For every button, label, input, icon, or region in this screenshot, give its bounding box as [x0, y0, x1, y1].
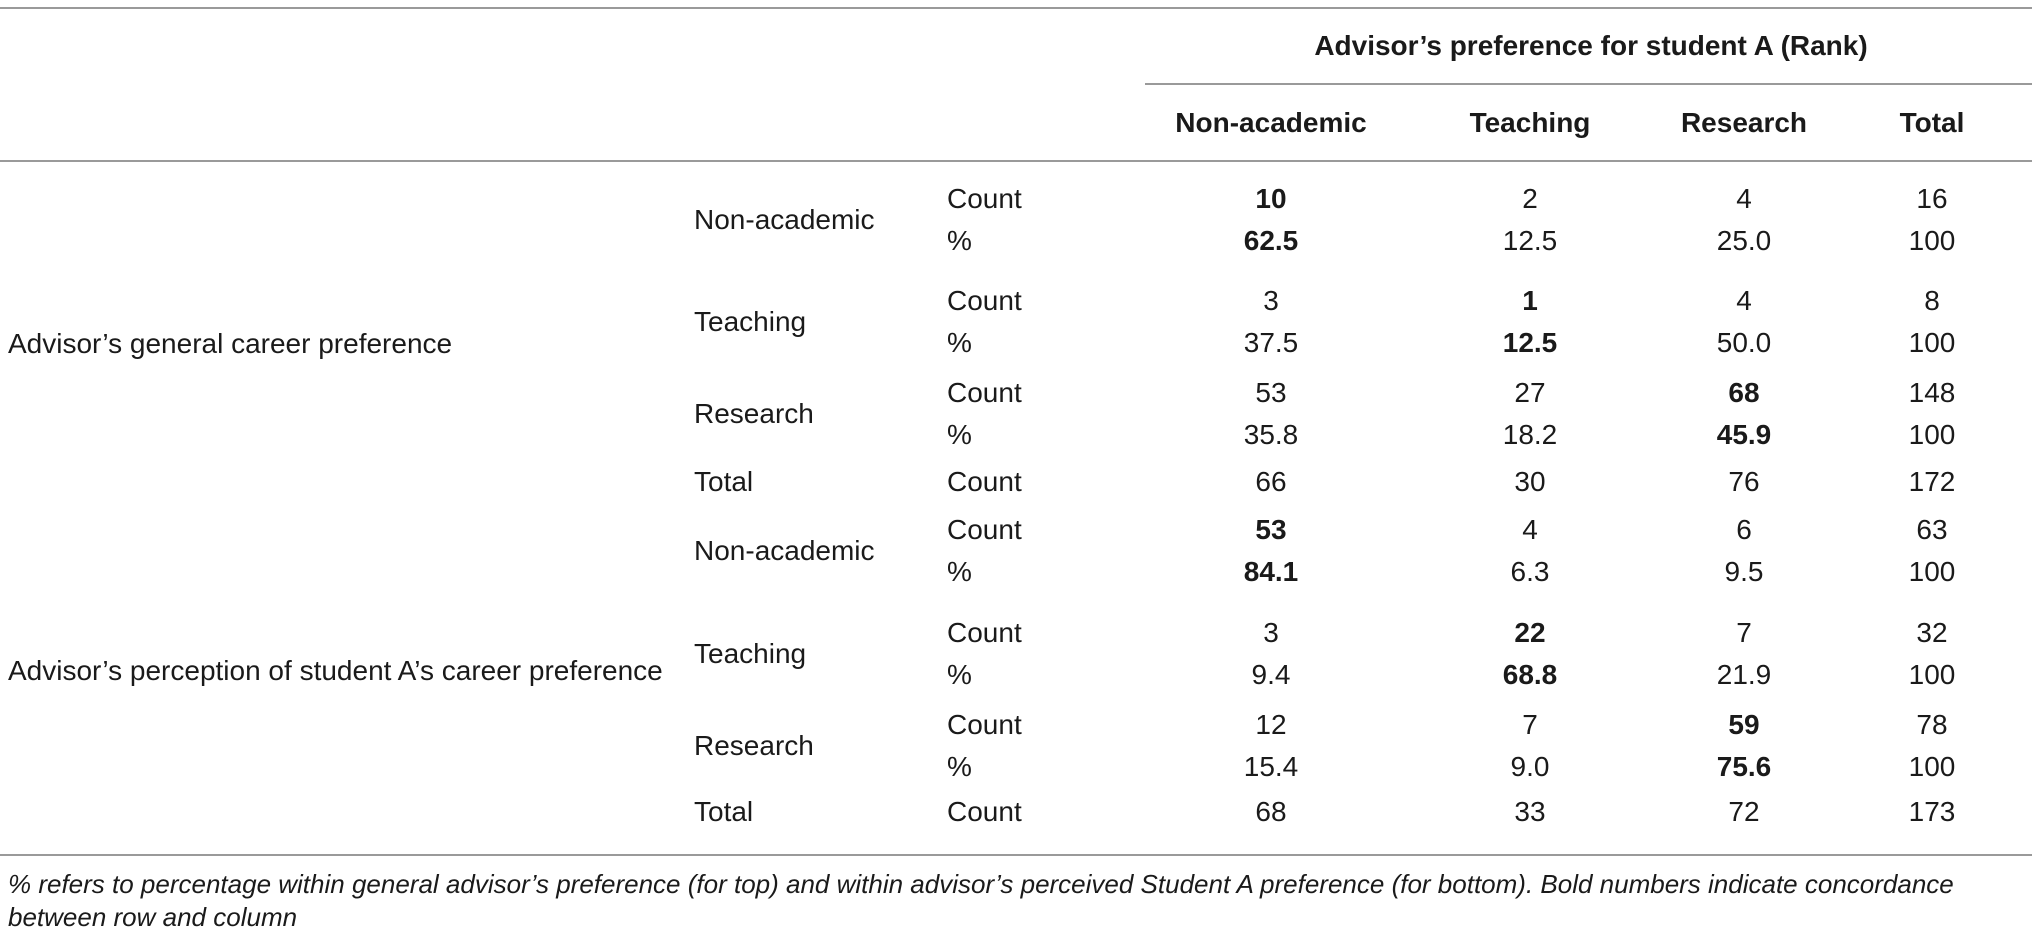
total-count-cell: 172: [1908, 466, 1956, 497]
percent-cell: 18.2: [1502, 419, 1558, 450]
percent-cell: 50.0: [1716, 327, 1772, 358]
count-cell: 59: [1728, 709, 1760, 740]
percent-cell: 100: [1908, 327, 1956, 358]
count-label: Count: [947, 466, 1022, 497]
count-cell: 16: [1916, 183, 1948, 214]
count-cell: 7: [1522, 709, 1538, 740]
row-category: Research: [694, 730, 814, 761]
column-header-research: Research: [1680, 107, 1808, 138]
percent-cell: 9.5: [1724, 556, 1764, 587]
percent-label: %: [947, 419, 972, 450]
count-cell: 4: [1522, 514, 1538, 545]
percent-cell: 9.4: [1251, 659, 1291, 690]
count-cell: 53: [1255, 377, 1287, 408]
header-bottom-rule: [0, 160, 2032, 162]
count-cell: 12: [1255, 709, 1287, 740]
count-cell: 10: [1255, 183, 1287, 214]
percent-cell: 100: [1908, 225, 1956, 256]
count-cell: 7: [1736, 617, 1752, 648]
percent-cell: 12.5: [1502, 327, 1558, 358]
percent-cell: 68.8: [1502, 659, 1558, 690]
percent-cell: 12.5: [1502, 225, 1558, 256]
count-cell: 22: [1514, 617, 1546, 648]
count-cell: 3: [1263, 617, 1279, 648]
total-count-cell: 72: [1728, 796, 1760, 827]
count-cell: 148: [1908, 377, 1956, 408]
total-count-cell: 68: [1255, 796, 1287, 827]
count-cell: 2: [1522, 183, 1538, 214]
total-count-cell: 33: [1514, 796, 1546, 827]
count-cell: 4: [1736, 285, 1752, 316]
top-rule: [0, 7, 2032, 9]
count-cell: 68: [1728, 377, 1760, 408]
percent-cell: 100: [1908, 659, 1956, 690]
count-cell: 78: [1916, 709, 1948, 740]
percent-cell: 62.5: [1243, 225, 1299, 256]
percent-label: %: [947, 327, 972, 358]
column-header-total: Total: [1899, 107, 1965, 138]
count-label: Count: [947, 377, 1022, 408]
count-cell: 4: [1736, 183, 1752, 214]
percent-cell: 35.8: [1243, 419, 1299, 450]
total-count-cell: 30: [1514, 466, 1546, 497]
row-category: Research: [694, 398, 814, 429]
row-category: Non-academic: [694, 204, 875, 235]
percent-cell: 9.0: [1510, 751, 1550, 782]
count-label: Count: [947, 709, 1022, 740]
percent-label: %: [947, 659, 972, 690]
total-count-cell: 173: [1908, 796, 1956, 827]
count-label: Count: [947, 617, 1022, 648]
row-category: Teaching: [694, 638, 807, 669]
total-label: Total: [694, 466, 754, 497]
percent-label: %: [947, 556, 972, 587]
count-cell: 53: [1255, 514, 1287, 545]
percent-cell: 100: [1908, 751, 1956, 782]
count-cell: 63: [1916, 514, 1948, 545]
row-category: Non-academic: [694, 535, 875, 566]
spanner-rule: [1145, 83, 2032, 85]
percent-cell: 25.0: [1716, 225, 1772, 256]
count-cell: 1: [1522, 285, 1538, 316]
percent-cell: 21.9: [1716, 659, 1772, 690]
table-footnote: % refers to percentage within general advisor’s preference (for top) and within advisor’s perceived Student A preference (for bottom). Bold numbers indicate concordance between row and column: [8, 869, 1954, 932]
percent-cell: 75.6: [1716, 751, 1772, 782]
count-cell: 8: [1924, 285, 1940, 316]
count-cell: 6: [1736, 514, 1752, 545]
count-cell: 3: [1263, 285, 1279, 316]
count-cell: 32: [1916, 617, 1948, 648]
percent-label: %: [947, 225, 972, 256]
group-label: Advisor’s perception of student A’s career preference: [8, 655, 663, 686]
percent-label: %: [947, 751, 972, 782]
percent-cell: 15.4: [1243, 751, 1299, 782]
percent-cell: 45.9: [1716, 419, 1772, 450]
count-label: Count: [947, 514, 1022, 545]
total-count-cell: 66: [1255, 466, 1287, 497]
count-label: Count: [947, 183, 1022, 214]
column-header-non-academic: Non-academic: [1175, 107, 1367, 138]
total-label: Total: [694, 796, 754, 827]
group-label: Advisor’s general career preference: [8, 328, 453, 359]
percent-cell: 100: [1908, 419, 1956, 450]
spanner-header: Advisor’s preference for student A (Rank): [1314, 30, 1868, 61]
count-label: Count: [947, 285, 1022, 316]
total-count-cell: 76: [1728, 466, 1760, 497]
percent-cell: 84.1: [1243, 556, 1299, 587]
percent-cell: 37.5: [1243, 327, 1299, 358]
percent-cell: 100: [1908, 556, 1956, 587]
column-header-teaching: Teaching: [1469, 107, 1591, 138]
bottom-rule: [0, 854, 2032, 856]
row-category: Teaching: [694, 306, 807, 337]
count-label: Count: [947, 796, 1022, 827]
percent-cell: 6.3: [1510, 556, 1550, 587]
count-cell: 27: [1514, 377, 1546, 408]
